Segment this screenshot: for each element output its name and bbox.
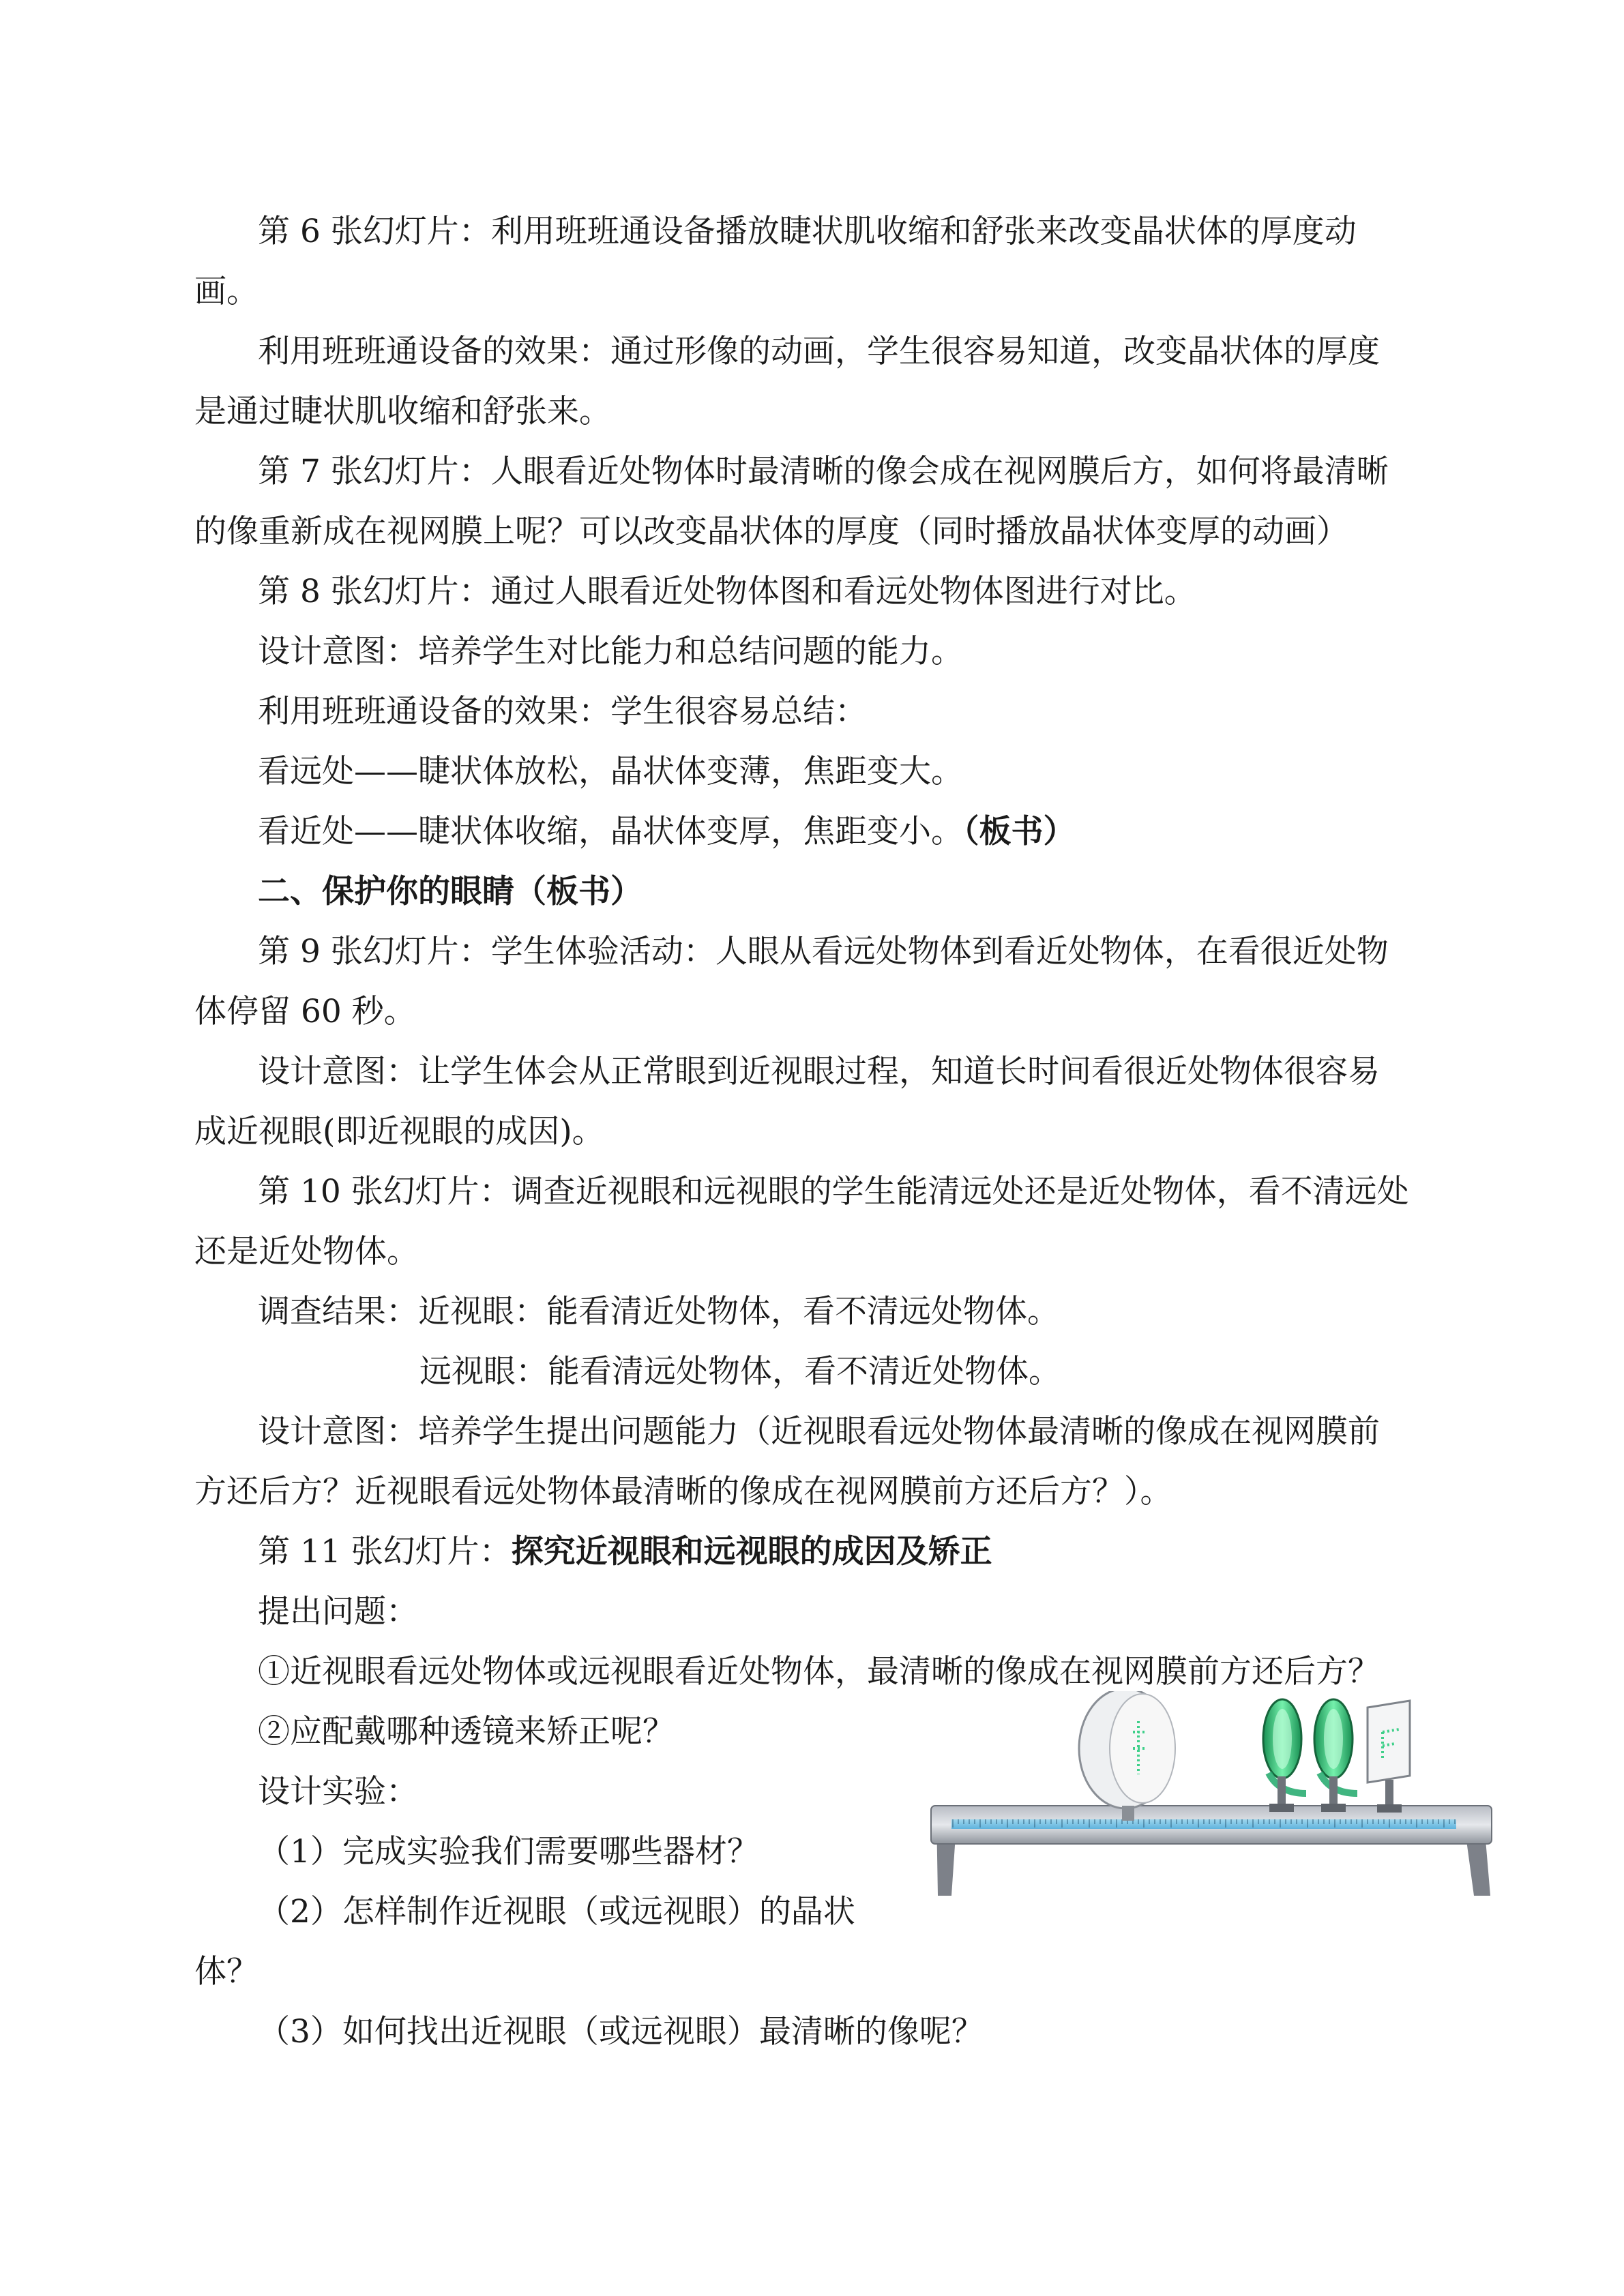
text-line: 远视眼：能看清远处物体，看不清近处物体。: [419, 1353, 1061, 1390]
text-line: 看远处——睫状体放松，晶状体变薄，焦距变大。: [258, 753, 963, 790]
text-line: 画。: [194, 273, 259, 310]
text-line: 是通过睫状肌收缩和舒张来。: [194, 393, 611, 430]
text-line: （2）怎样制作近视眼（或远视眼）的晶状: [258, 1893, 855, 1930]
text-line: 提出问题：: [258, 1593, 418, 1630]
text-line: 调查结果：近视眼：能看清近处物体，看不清远处物体。: [258, 1293, 1059, 1330]
text-line: 体停留 60 秒。: [194, 993, 416, 1030]
text-line: 的像重新成在视网膜上呢？可以改变晶状体的厚度（同时播放晶状体变厚的动画）: [194, 513, 1348, 550]
text-line: 体？: [194, 1953, 259, 1991]
text-line: 设计意图：让学生体会从正常眼到近视眼过程，知道长时间看很近处物体很容易: [258, 1053, 1380, 1090]
text-line: 利用班班通设备的效果：通过形像的动画，学生很容易知道，改变晶状体的厚度: [258, 333, 1380, 370]
text-line: （1）完成实验我们需要哪些器材？: [258, 1833, 759, 1870]
convex-lens-2: [1314, 1699, 1357, 1812]
text-line: 第 8 张幻灯片：通过人眼看近处物体图和看远处物体图进行对比。: [258, 573, 1196, 610]
text-line: 还是近处物体。: [194, 1233, 419, 1270]
text-line: 设计意图：培养学生对比能力和总结问题的能力。: [258, 633, 963, 670]
convex-lens-1: [1263, 1699, 1306, 1812]
text-line: 第 11 张幻灯片：探究近视眼和远视眼的成因及矫正: [258, 1533, 992, 1570]
text-line: 第 6 张幻灯片：利用班班通设备播放睫状肌收缩和舒张来改变晶状体的厚度动: [258, 213, 1357, 250]
section-heading: 二、保护你的眼睛（板书）: [258, 873, 643, 910]
bold-topic: 探究近视眼和远视眼的成因及矫正: [511, 1533, 992, 1570]
text-line: 第 10 张幻灯片：调查近视眼和远视眼的学生能清远处还是近处物体，看不清远处: [258, 1173, 1409, 1210]
image-screen: [1368, 1701, 1410, 1813]
text-line: ②应配戴哪种透镜来矫正呢？: [258, 1713, 675, 1750]
light-source-screen: [1079, 1691, 1175, 1821]
text-line: 利用班班通设备的效果：学生很容易总结：: [258, 693, 867, 730]
text-line: 看近处——睫状体收缩，晶状体变厚，焦距变小。（板书）: [258, 813, 1076, 850]
text-line: 设计意图：培养学生提出问题能力（近视眼看远处物体最清晰的像成在视网膜前: [258, 1413, 1380, 1450]
optical-bench-illustration: [924, 1691, 1497, 1923]
text-line: ①近视眼看远处物体或远视眼看近处物体，最清晰的像成在视网膜前方还后方？: [258, 1653, 1380, 1690]
text-line: 方还后方？近视眼看远处物体最清晰的像成在视网膜前方还后方？）。: [194, 1473, 1172, 1510]
text-line: 成近视眼(即近视眼的成因)。: [194, 1113, 604, 1150]
text-line: （3）如何找出近视眼（或远视眼）最清晰的像呢？: [258, 2013, 984, 2051]
blackboard-note: （板书）: [963, 813, 1076, 850]
text-line: 设计实验：: [258, 1773, 418, 1810]
text-line: 第 7 张幻灯片：人眼看近处物体时最清晰的像会成在视网膜后方，如何将最清晰: [258, 453, 1389, 490]
text-line: 第 9 张幻灯片：学生体验活动：人眼从看远处物体到看近处物体，在看很近处物: [258, 933, 1389, 970]
